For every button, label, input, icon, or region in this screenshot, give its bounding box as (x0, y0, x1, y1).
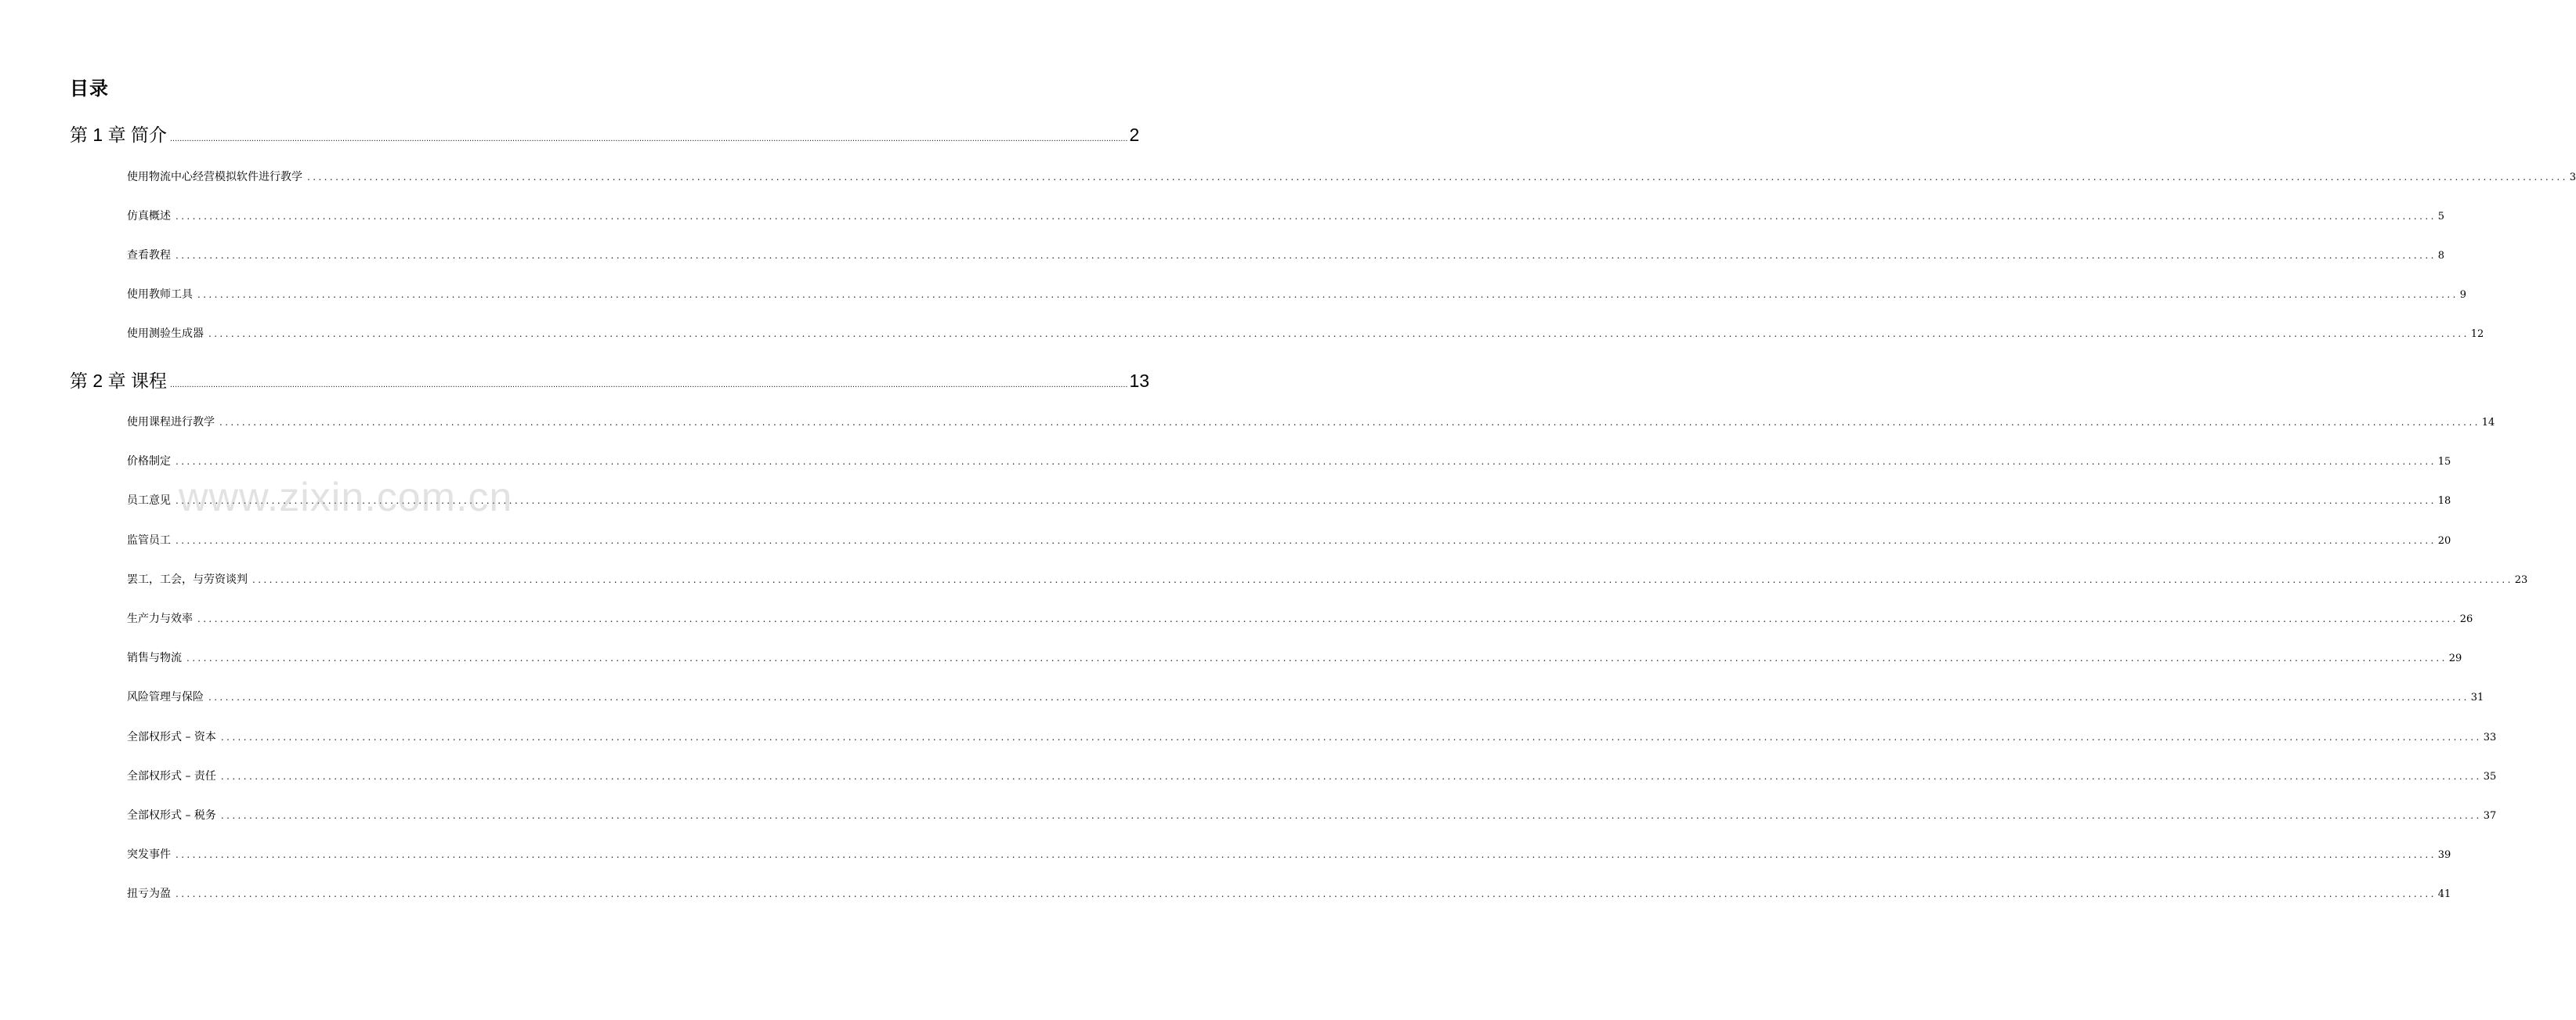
toc-entry-page: 23 (2514, 574, 2528, 586)
toc-entry[interactable] (127, 729, 2497, 746)
chapter-1-label: 第 1 章 简介 (70, 125, 167, 145)
toc-entry-page: 37 (2483, 810, 2497, 822)
toc-entry-page: 14 (2481, 417, 2495, 429)
toc-entry-label: 价格制定 (127, 455, 171, 468)
dot-leader: ................................................................................................................................................................................................................................................................................................................................................................................................................ (208, 692, 2469, 703)
toc-entry-label: 全部权形式 – 责任 (127, 770, 216, 783)
toc-entry[interactable] (127, 454, 2451, 470)
toc-entry-page: 18 (2437, 495, 2451, 507)
toc-entry-label: 罢工，工会，与劳资谈判 (127, 573, 248, 586)
toc-entry-label: 生产力与效率 (127, 613, 193, 625)
toc-entry[interactable] (127, 650, 2462, 667)
toc-entry-label: 员工意见 (127, 494, 171, 507)
toc-entry-label: 使用课程进行教学 (127, 416, 215, 429)
toc-entry-label: 使用测验生成器 (127, 327, 204, 340)
toc-entry[interactable] (127, 248, 2445, 264)
toc-entry[interactable] (127, 808, 2497, 824)
toc-entry-label: 仿真概述 (127, 210, 171, 222)
dot-leader: ................................................................................................................................................................................................................................................................................................................................................................................................................ (220, 732, 2482, 743)
chapter-2-label: 第 2 章 课程 (70, 371, 167, 391)
toc-entry[interactable] (127, 572, 2528, 588)
toc-entry-page: 29 (2448, 653, 2462, 664)
toc-entry[interactable] (127, 689, 2484, 706)
toc-title: 目录 (70, 78, 109, 99)
toc-entry-label: 扭亏为盈 (127, 888, 171, 900)
dot-leader: ................................................................................................................................................................................................................................................................................................................................................................................................................ (197, 289, 2458, 300)
toc-entry-label: 监管员工 (127, 534, 171, 547)
toc-entry-page: 20 (2437, 535, 2451, 547)
toc-entry[interactable] (127, 208, 2445, 225)
watermark: www.zixin.com.cn (179, 475, 513, 520)
dot-leader: ................................................................................................................................................................................................................................................................................................................................................................................................................ (220, 771, 2482, 782)
dot-leader: ................................................................................................................................................................................................................................................................................................................................................................................................................ (175, 535, 2437, 546)
toc-entry-page: 3 (2569, 172, 2576, 183)
toc-entry-label: 突发事件 (127, 848, 171, 861)
dot-leader: ................................................................................................................................................................................................................................................................................................................................................................................................................ (208, 328, 2469, 339)
chapter-2-entry[interactable] (70, 369, 1150, 396)
dot-leader: ................................................................................................................................................................................................................................................................................................................................................................................................................ (169, 380, 1128, 389)
dot-leader: ................................................................................................................................................................................................................................................................................................................................................................................................................ (175, 250, 2437, 261)
toc-entry[interactable] (127, 493, 2451, 509)
dot-leader: ................................................................................................................................................................................................................................................................................................................................................................................................................ (219, 417, 2480, 428)
dot-leader: ................................................................................................................................................................................................................................................................................................................................................................................................................ (186, 653, 2448, 664)
toc-entry-label: 全部权形式 – 税务 (127, 809, 216, 822)
toc-entry-page: 8 (2437, 250, 2445, 262)
toc-entry-label: 销售与物流 (127, 652, 182, 664)
toc-entry-page: 35 (2483, 771, 2497, 783)
toc-entry-page: 5 (2437, 211, 2445, 222)
dot-leader: ................................................................................................................................................................................................................................................................................................................................................................................................................ (175, 495, 2437, 506)
toc-entry-label: 风险管理与保险 (127, 691, 204, 704)
toc-entry[interactable] (127, 169, 2576, 186)
toc-entry-label: 使用教师工具 (127, 288, 193, 301)
toc-entry[interactable] (127, 326, 2484, 342)
toc-entry-page: 39 (2437, 849, 2451, 861)
dot-leader: ................................................................................................................................................................................................................................................................................................................................................................................................................ (252, 574, 2513, 585)
toc-entry[interactable] (127, 769, 2497, 785)
chapter-1-entry[interactable] (70, 123, 1140, 150)
toc-entry-page: 33 (2483, 732, 2497, 743)
toc-entry[interactable] (127, 287, 2467, 303)
toc-entry-label: 查看教程 (127, 249, 171, 262)
toc-entry[interactable] (127, 533, 2451, 549)
toc-entry-page: 9 (2459, 289, 2467, 301)
toc-entry-label: 全部权形式 – 资本 (127, 731, 216, 743)
dot-leader: ................................................................................................................................................................................................................................................................................................................................................................................................................ (307, 172, 2568, 183)
dot-leader: ................................................................................................................................................................................................................................................................................................................................................................................................................ (197, 613, 2458, 624)
dot-leader: ................................................................................................................................................................................................................................................................................................................................................................................................................ (220, 810, 2482, 821)
dot-leader: ................................................................................................................................................................................................................................................................................................................................................................................................................ (175, 849, 2437, 860)
toc-entry-page: 26 (2459, 613, 2473, 625)
chapter-2-page: 13 (1129, 371, 1150, 391)
chapter-1-page: 2 (1129, 125, 1140, 145)
toc-entry[interactable] (127, 847, 2451, 863)
toc-entry[interactable] (127, 611, 2473, 628)
toc-entry-page: 15 (2437, 456, 2451, 468)
dot-leader: ................................................................................................................................................................................................................................................................................................................................................................................................................ (175, 888, 2437, 899)
dot-leader: ................................................................................................................................................................................................................................................................................................................................................................................................................ (175, 456, 2437, 467)
toc-entry-page: 12 (2470, 328, 2484, 340)
toc-entry-page: 41 (2437, 888, 2451, 900)
toc-entry[interactable] (127, 414, 2495, 431)
toc-entry-label: 使用物流中心经营模拟软件进行教学 (127, 171, 302, 183)
toc-entry[interactable] (127, 886, 2451, 902)
dot-leader: ................................................................................................................................................................................................................................................................................................................................................................................................................ (175, 211, 2437, 222)
toc-entry-page: 31 (2470, 692, 2484, 704)
dot-leader: ................................................................................................................................................................................................................................................................................................................................................................................................................ (169, 134, 1128, 143)
